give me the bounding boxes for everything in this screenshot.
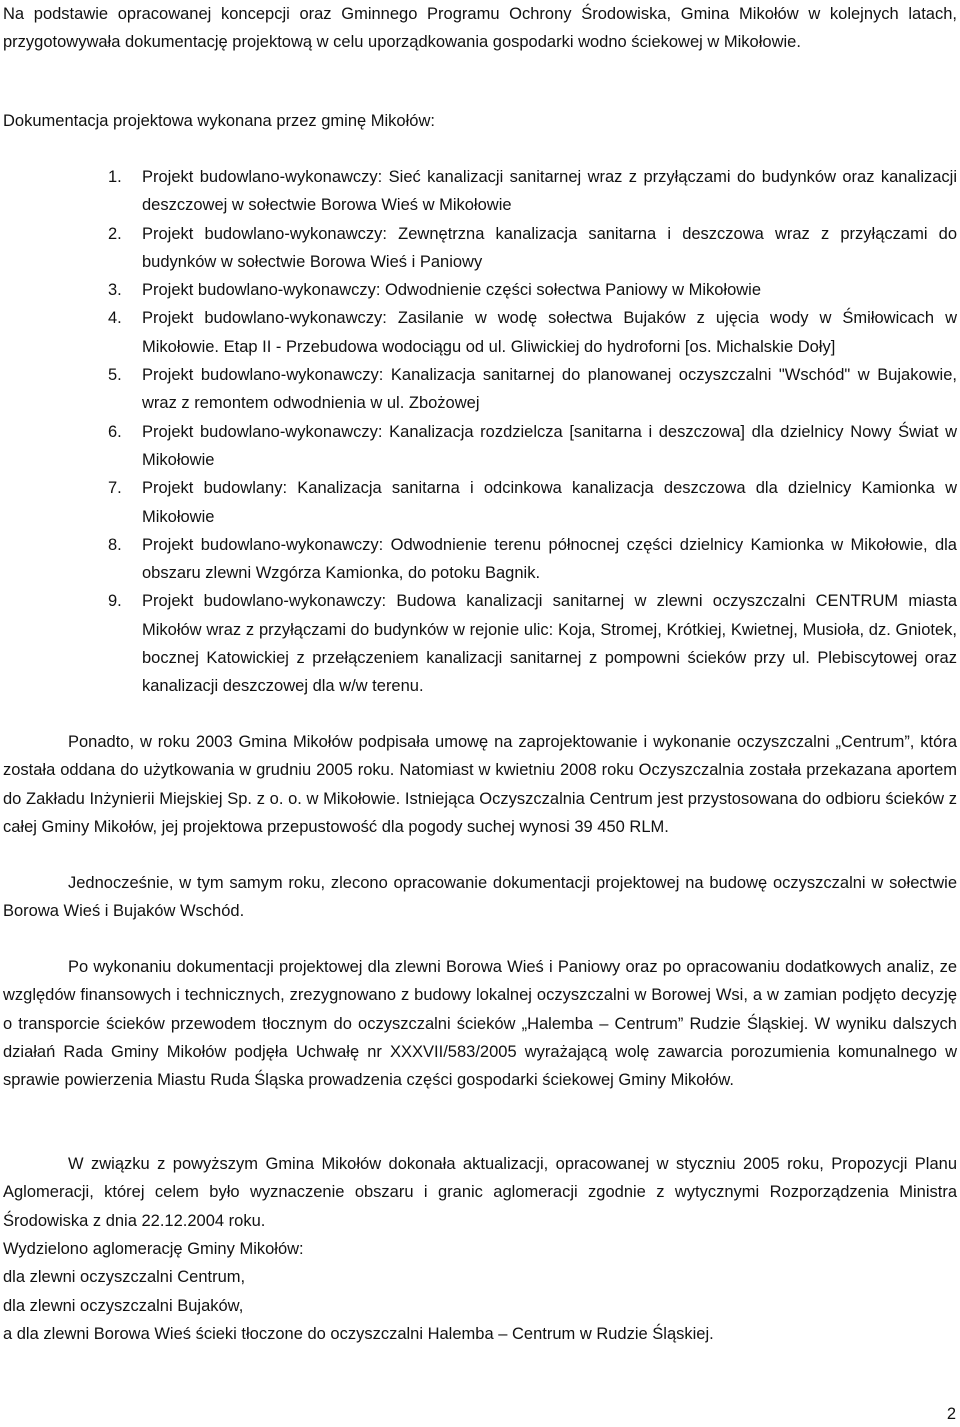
list-item-text: Projekt budowlano-wykonawczy: Odwodnienie części sołectwa Paniowy w Mikołowie	[142, 281, 762, 300]
list-item-text: Projekt budowlano-wykonawczy: Kanalizacja rozdzielcza [sanitarna i deszczowa] dla dzielnicy Nowy Świat w Mikołowie	[142, 422, 957, 469]
centrum-paragraph: Ponadto, w roku 2003 Gmina Mikołów podpisała umowę na zaprojektowanie i wykonanie oczyszczalni „Centrum”, która została oddana do użytkowania w grudniu 2005 roku. Natomiast w kwietniu 2008 roku Oczyszczalnia została przekazana aportem do Zakładu Inżynierii Miejskiej Sp. z o. o. w Mikołowie. Istniejąca Oczyszczalnia Centrum jest przystosowana do odbioru ścieków z całej Gminy Mikołów, jej projektowa przepustowość dla pogody suchej wynosi 39 450 RLM.	[3, 733, 957, 836]
project-list-intro: Dokumentacja projektowa wykonana przez gminę Mikołów:	[3, 112, 435, 130]
list-item-number: 4.	[108, 309, 122, 328]
list-item	[3, 587, 957, 700]
list-item-number: 7.	[108, 479, 122, 498]
list-item-number: 2.	[108, 224, 122, 243]
list-item-number: 5.	[108, 366, 122, 385]
list-item	[3, 361, 957, 418]
agglomeration-list	[3, 1235, 957, 1348]
list-item	[3, 531, 957, 588]
list-item	[3, 163, 957, 220]
list-item	[3, 418, 957, 475]
list-item	[3, 276, 957, 304]
list-item-text: Projekt budowlany: Kanalizacja sanitarna i odcinkowa kanalizacja deszczowa dla dzielnicy Kamionka w Mikołowie	[142, 479, 957, 526]
list-item	[3, 304, 957, 361]
page-number: 2	[946, 1405, 956, 1423]
list-item-text: Projekt budowlano-wykonawczy: Budowa kanalizacji sanitarnej w zlewni oczyszczalni CENTRUM miasta Mikołów wraz z przyłączami do budynków w rejonie ulic: Koja, Stromej, Krótkiej, Kwietnej, Musioła, dz. Gniotek, bocznej Katowickiej z przełączeniem kanalizacji sanitarnej z pompowni ścieków przy ul. Plebiscytowej oraz kanalizacji deszczowej dla w/w terenu.	[142, 592, 957, 696]
list-item-number: 9.	[108, 592, 122, 611]
list-item-number: 1.	[108, 168, 122, 186]
list-item-text: Projekt budowlano-wykonawczy: Zewnętrzna kanalizacja sanitarna i deszczowa wraz z przyłączami do budynków w sołectwie Borowa Wieś i Paniowy	[142, 224, 957, 271]
list-item	[3, 220, 957, 277]
agglomeration-line: Wydzielono aglomerację Gminy Mikołów:	[3, 1240, 304, 1258]
agglomeration-line: dla zlewni oczyszczalni Centrum,	[3, 1268, 246, 1287]
po-wykonaniu-paragraph: Po wykonaniu dokumentacji projektowej dla zlewni Borowa Wieś i Paniowy oraz po opracowaniu dodatkowych analiz, ze względów finansowych i technicznych, zrezygnowano z budowy lokalnej oczyszczalni w Borowej Wsi, a w zamian podjęto decyzję o transporcie ścieków przewodem tłocznym do oczyszczalni ścieków „Halemba – Centrum” Rudzie Śląskiej. W wyniku dalszych działań Rada Gminy Mikołów podjęła Uchwałę nr XXXVII/583/2005 wyrażającą wolę zawarcia porozumienia komunalnego w sprawie powierzenia Miastu Ruda Śląska prowadzenia części gospodarki ściekowej Gminy Mikołów.	[3, 958, 957, 1090]
list-item	[3, 474, 957, 531]
list-item-text: Projekt budowlano-wykonawczy: Odwodnienie terenu północnej części dzielnicy Kamionka w Mikołowie, dla obszaru zlewni Wzgórza Kamionka, do potoku Bagnik.	[142, 535, 957, 583]
agglomeration-line: dla zlewni oczyszczalni Bujaków,	[3, 1296, 244, 1315]
project-list	[3, 163, 957, 701]
agglomeration-line: a dla zlewni Borowa Wieś ścieki tłoczone do oczyszczalni Halemba – Centrum w Rudzie Śląskiej.	[3, 1324, 714, 1343]
list-item-text: Projekt budowlano-wykonawczy: Zasilanie w wodę sołectwa Bujaków z ujęcia wody w Śmiłowicach w Mikołowie. Etap II - Przebudowa wodociągu od ul. Gliwickiej do hydroforni [os. Michalskie Doły]	[142, 309, 957, 356]
list-item-number: 8.	[108, 535, 122, 554]
list-item-number: 3.	[108, 281, 122, 300]
list-item-text: Projekt budowlano-wykonawczy: Sieć kanalizacji sanitarnej wraz z przyłączami do budynków oraz kanalizacji deszczowej w sołectwie Borowa Wieś w Mikołowie	[142, 168, 957, 215]
opening-paragraph: Na podstawie opracowanej koncepcji oraz Gminnego Programu Ochrony Środowiska, Gmina Mikołów w kolejnych latach, przygotowywała dokumentację projektową w celu uporządkowania gospodarki wodno ściekowej w Mikołowie.	[3, 5, 957, 52]
jednoczesnie-paragraph: Jednocześnie, w tym samym roku, zlecono opracowanie dokumentacji projektowej na budowę oczyszczalni w sołectwie Borowa Wieś i Bujaków Wschód.	[3, 874, 957, 921]
list-item-text: Projekt budowlano-wykonawczy: Kanalizacja sanitarnej do planowanej oczyszczalni "Wschód" w Bujakowie, wraz z remontem odwodnienia w ul. Zbożowej	[142, 366, 957, 413]
list-item-number: 6.	[108, 422, 122, 441]
aktualizacja-paragraph: W związku z powyższym Gmina Mikołów dokonała aktualizacji, opracowanej w styczniu 2005 roku, Propozycji Planu Aglomeracji, której celem było wyznaczenie obszaru i granic aglomeracji zgodnie z wytycznymi Rozporządzenia Ministra Środowiska z dnia 22.12.2004 roku.	[3, 1155, 957, 1230]
